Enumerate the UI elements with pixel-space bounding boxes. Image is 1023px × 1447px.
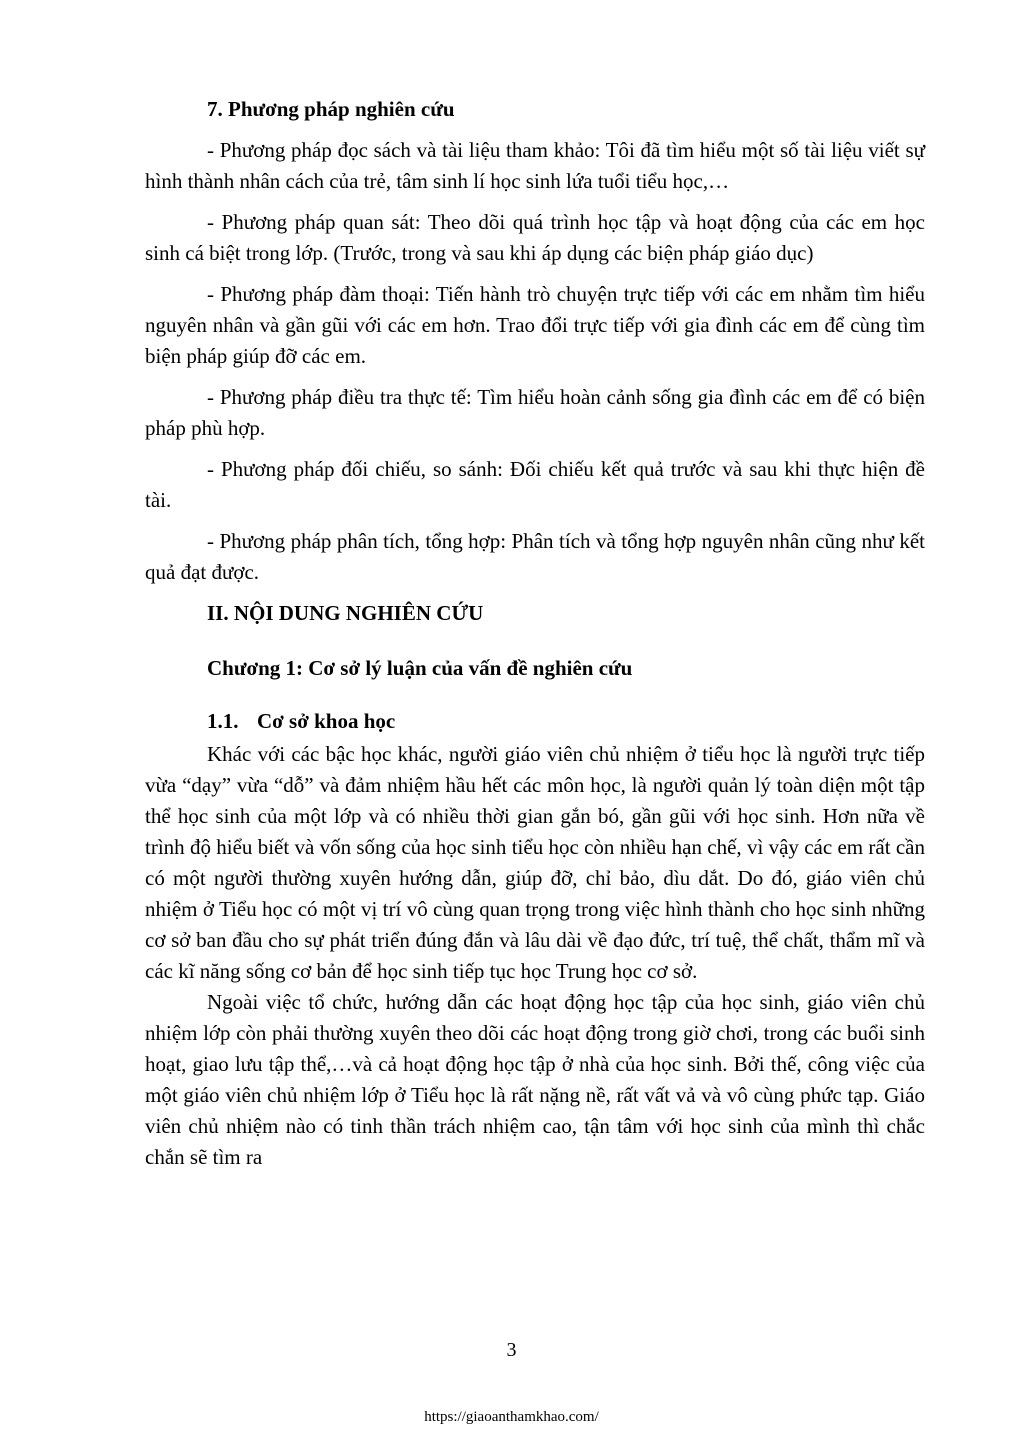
method-paragraph: - Phương pháp điều tra thực tế: Tìm hiểu hoàn cảnh sống gia đình các em để có biện pháp phù hợp. (145, 385, 925, 440)
body-paragraph: Ngoài việc tổ chức, hướng dẫn các hoạt động học tập của học sinh, giáo viên chủ nhiệm lớp còn phải thường xuyên theo dõi các hoạt động trong giờ chơi, trong các buổi sinh hoạt, giao lưu tập thể,…và cả hoạt động học tập ở nhà của học sinh. Bởi thế, công việc của một giáo viên chủ nhiệm lớp ở Tiểu học là rất nặng nề, rất vất vả và vô cùng phức tạp. Giáo viên chủ nhiệm nào có tinh thần trách nhiệm cao, tận tâm với học sinh của mình thì chắc chắn sẽ tìm ra (145, 990, 925, 1169)
method-paragraph: - Phương pháp đối chiếu, so sánh: Đối chiếu kết quả trước và sau khi thực hiện đề tài. (145, 457, 925, 512)
document-page (145, 94, 925, 1173)
method-paragraph: - Phương pháp đọc sách và tài liệu tham khảo: Tôi đã tìm hiểu một số tài liệu viết sự hình thành nhân cách của trẻ, tâm sinh lí học sinh lứa tuổi tiểu học,… (145, 138, 925, 193)
footer-url: https://giaoanthamkhao.com/ (424, 1409, 599, 1425)
section-heading-methods: 7. Phương pháp nghiên cứu (207, 97, 455, 121)
section-heading-content: II. NỘI DUNG NGHIÊN CỨU (207, 601, 484, 625)
subsection-title: Cơ sở khoa học (257, 709, 396, 733)
method-paragraph: - Phương pháp quan sát: Theo dõi quá trình học tập và hoạt động của các em học sinh cá biệt trong lớp. (Trước, trong và sau khi áp dụng các biện pháp giáo dục) (145, 210, 925, 265)
method-paragraph: - Phương pháp phân tích, tổng hợp: Phân tích và tổng hợp nguyên nhân cũng như kết quả đạt được. (145, 529, 925, 584)
subsection-number: 1.1. (207, 709, 239, 733)
method-paragraph: - Phương pháp đàm thoại: Tiến hành trò chuyện trực tiếp với các em nhằm tìm hiểu nguyên nhân và gần gũi với các em hơn. Trao đổi trực tiếp với gia đình các em để cùng tìm biện pháp giúp đỡ các em. (145, 282, 925, 368)
body-paragraph: Khác với các bậc học khác, người giáo viên chủ nhiệm ở tiểu học là người trực tiếp vừa “dạy” vừa “dỗ” và đảm nhiệm hầu hết các môn học, là người quản lý toàn diện một tập thể học sinh của một lớp và có nhiều thời gian gắn bó, gần gũi với học sinh. Hơn nữa về trình độ hiểu biết và vốn sống của học sinh tiểu học còn nhiều hạn chế, vì vậy các em rất cần có một người thường xuyên hướng dẫn, giúp đỡ, chỉ bảo, dìu dắt. Do đó, giáo viên chủ nhiệm ở Tiểu học có một vị trí vô cùng quan trọng trong việc hình thành cho học sinh những cơ sở ban đầu cho sự phát triển đúng đắn và lâu dài về đạo đức, trí tuệ, thể chất, thẩm mĩ và các kĩ năng sống cơ bản để học sinh tiếp tục học Trung học cơ sở. (145, 742, 925, 983)
page-number: 3 (506, 1339, 517, 1361)
subsection-heading (145, 706, 925, 737)
chapter-heading: Chương 1: Cơ sở lý luận của vấn đề nghiên cứu (207, 656, 633, 680)
